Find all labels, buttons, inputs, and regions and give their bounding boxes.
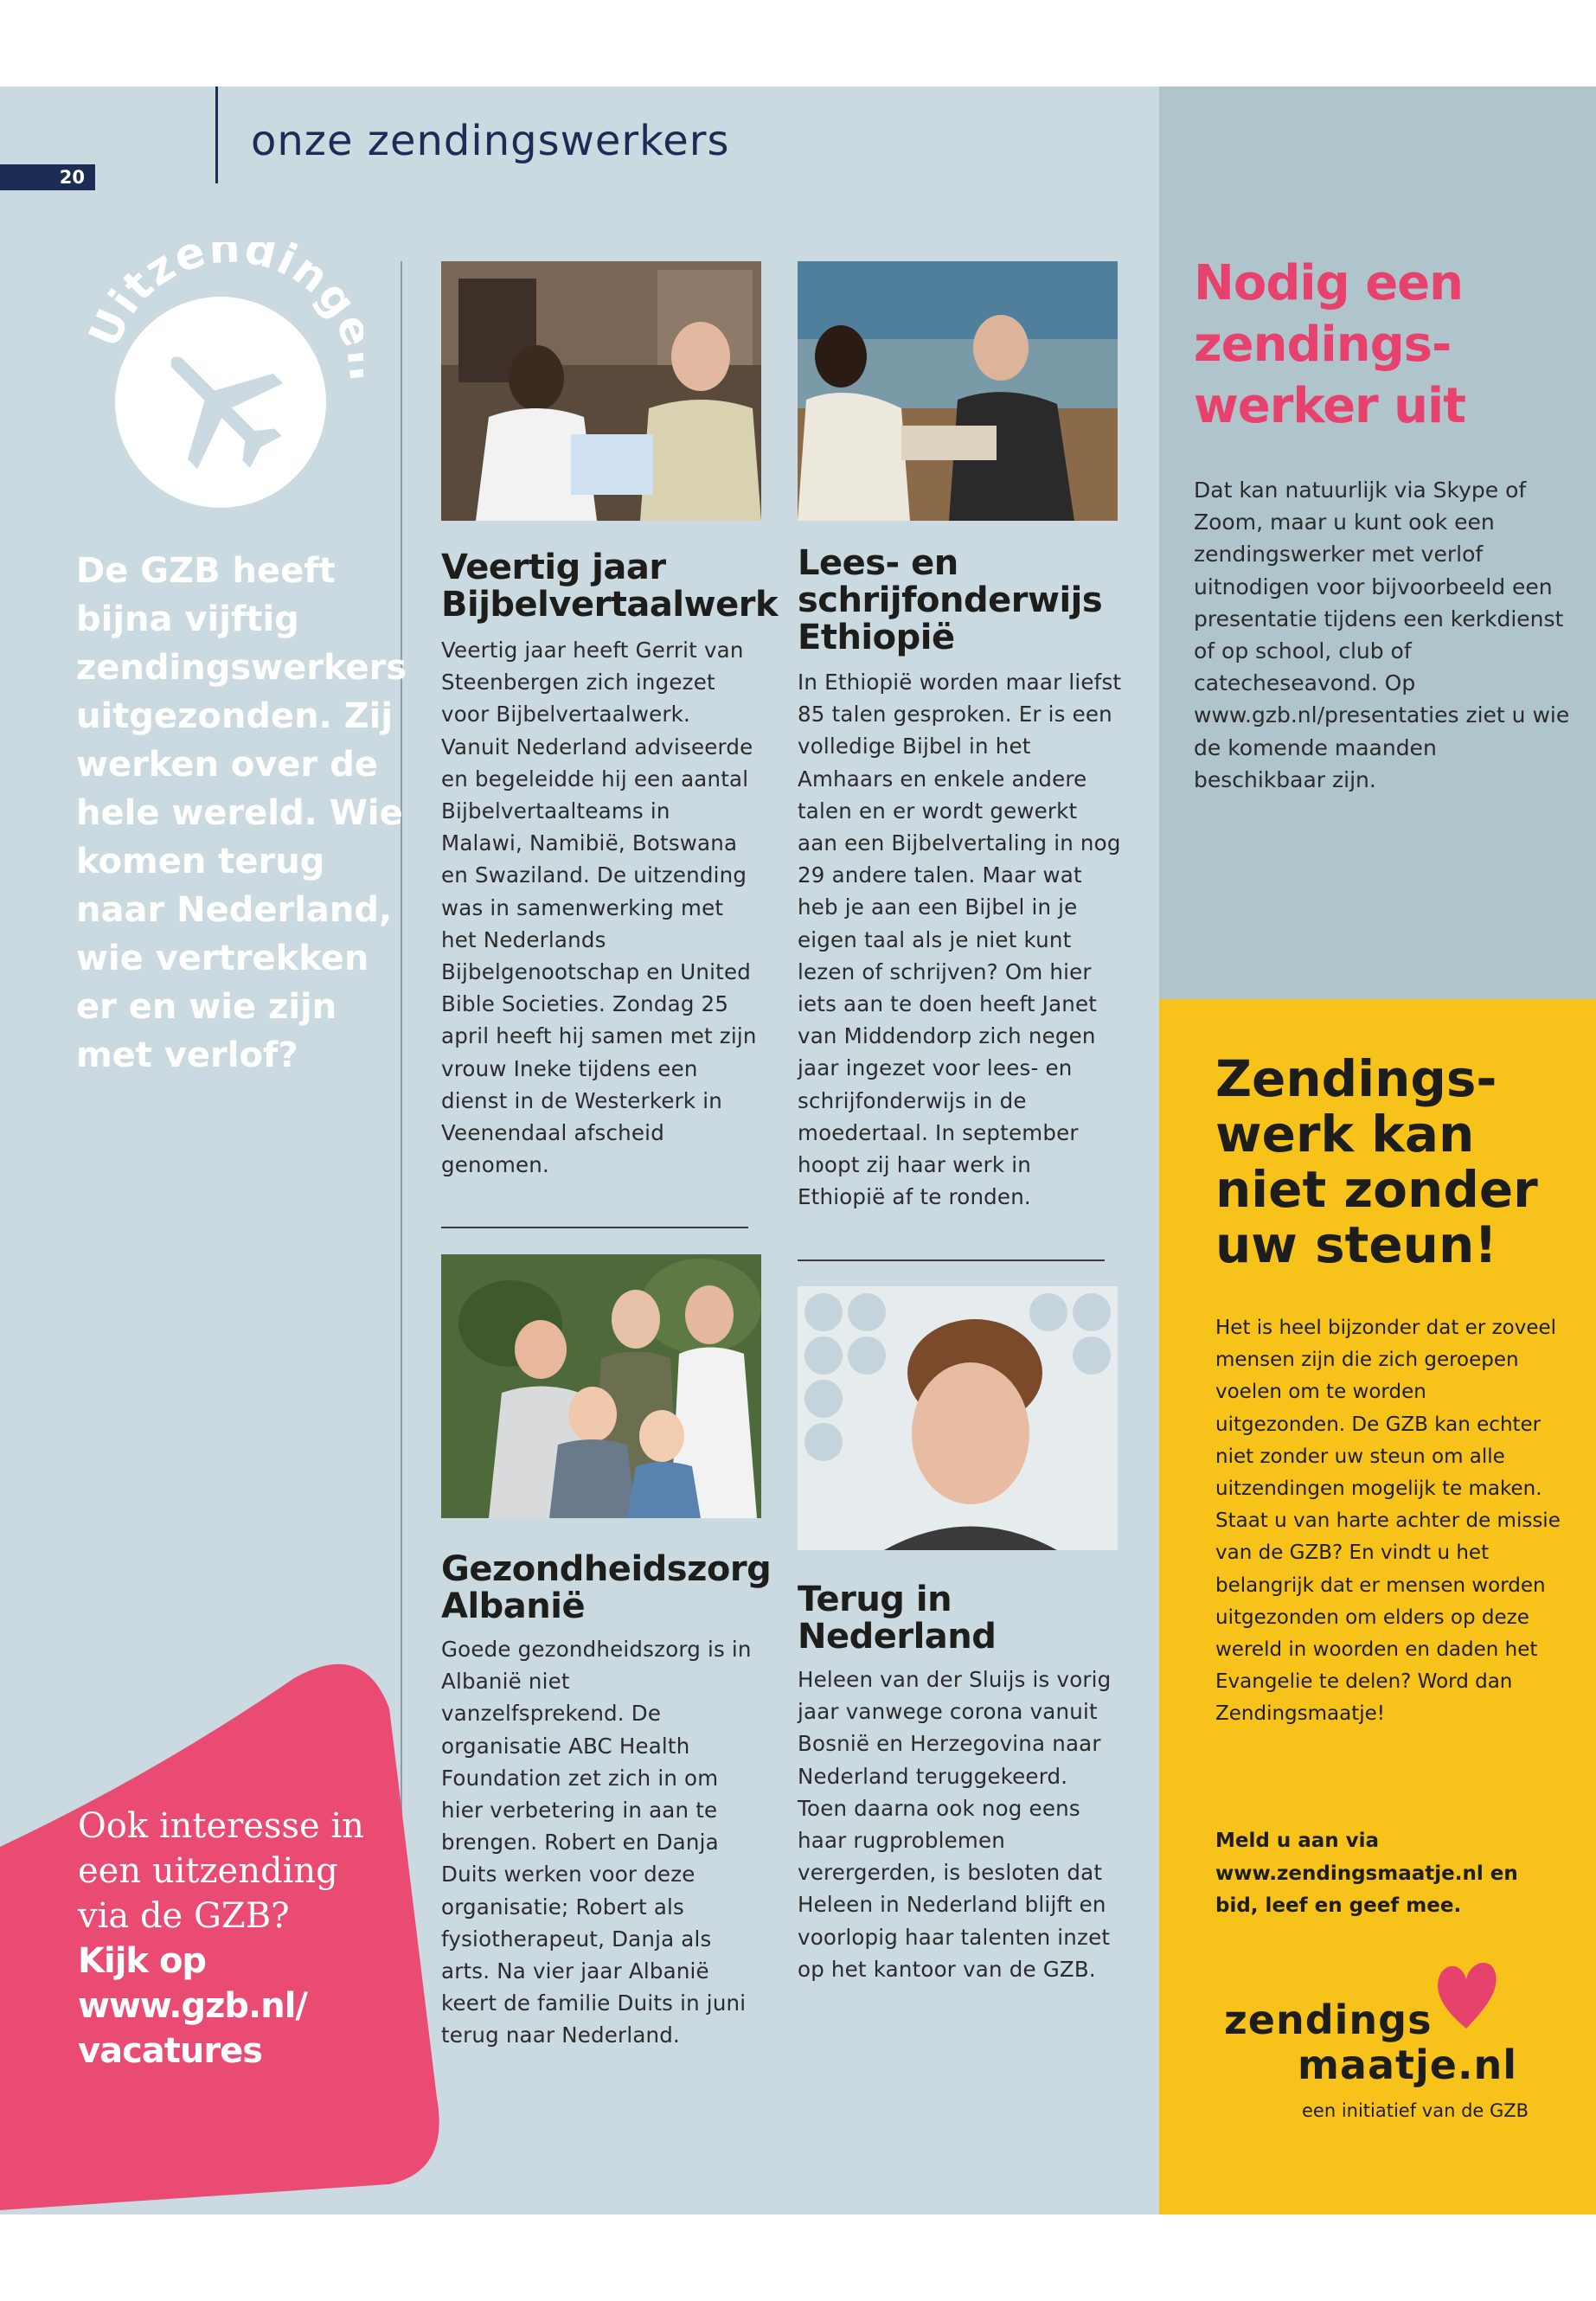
support-title: Zendings-werk kan niet zonder uw steun! (1215, 1049, 1538, 1274)
uitzendingen-badge (87, 242, 363, 522)
article-2-title: Lees- en schrijfonderwijs Ethiopië (798, 543, 1103, 657)
support-cta[interactable]: Meld u aan via www.zendingsmaatje.nl en bid, leef en geef mee. (1215, 1830, 1518, 1917)
vacature-text (78, 1804, 372, 2073)
logo-text-line1: zendings (1224, 1997, 1433, 2043)
article-1-body: Veertig jaar heeft Gerrit van Steenbergen zich ingezet voor Bijbelvertaalwerk. Vanuit Nederland adviseerde en begeleidde hij een aantal Bijbelvertaalteams in Malawi, Namibië, Botswana en Swaziland. De uitzending was in samenwerking met het Nederlands Bijbelgenootschap en United Bible Societies. Zondag 25 april heeft hij samen met zijn vrouw Ineke tijdens een dienst in de Westerkerk in Veenendaal afscheid genomen. (441, 638, 757, 1178)
badge-label: itzending (99, 242, 363, 329)
photo-ethiopie (798, 261, 1118, 521)
badge-graphic (87, 242, 363, 519)
photo-albanie (441, 1254, 761, 1518)
sidebar-body: Dat kan natuurlijk via Skype of Zoom, maar u kunt ook een zendingswerker met verlof uitnodigen voor bijvoorbeeld een presentatie tijdens een kerkdienst of op school, club of catecheseavond. Op www.gzb.nl/presentaties ziet u wie de komende maanden beschikbaar zijn. (1194, 478, 1570, 792)
header-divider (215, 87, 218, 183)
page-number: 20 (0, 164, 95, 190)
article-2-body: In Ethiopië worden maar liefst 85 talen gesproken. Er is een volledige Bijbel in het Amhaars en enkele andere talen en er wordt gewerkt aan een Bijbelvertaling in nog 29 andere talen. Maar wat heb je aan een Bijbel in je eigen taal als je niet kunt lezen of schrijven? Om hier iets aan te doen heeft Janet van Middendorp zich negen jaar ingezet voor lees- en schrijfonderwijs in de moedertaal. In september hoopt zij haar werk in Ethiopië af te ronden. (798, 670, 1122, 1210)
article-3-title: Gezondheidszorg Albanië (441, 1549, 772, 1626)
intro-text: De GZB heeft bijna vijftig zendingswerkers uitgezonden. Zij werken over de hele wereld. Wie komen terug naar Nederland, wie vertrekken er en wie zijn met verlof? (76, 551, 407, 1075)
article-separator (441, 1227, 748, 1228)
section-title: onze zendingswerkers (251, 117, 730, 165)
logo-subtitle: een initiatief van de GZB (1302, 2100, 1529, 2121)
sidebar-title: Nodig een zendings-werker uit (1194, 255, 1465, 434)
article-3-body: Goede gezondheidszorg is in Albanië niet vanzelfsprekend. De organisatie ABC Health Foundation zet zich in om hier verbetering in aan te brengen. Robert en Danja Duits werken voor deze organisatie; Robert als fysiotherapeut, Danja als arts. Na vier jaar Albanië keert de familie Duits in juni terug naar Nederland. (441, 1637, 752, 2048)
article-4-title: Terug in Nederland (798, 1580, 997, 1657)
article-1-title: Veertig jaar Bijbelvertaalwerk (441, 548, 779, 625)
support-body: Het is heel bijzonder dat er zoveel mensen zijn die zich geroepen voelen om te worden uitgezonden. De GZB kan echter niet zonder uw steun om alle uitzendingen mogelijk te maken. Staat u van harte achter de missie van de GZB? En vindt u het belangrijk dat er mensen worden uitgezonden om elders op deze wereld in woorden en daden het Evangelie te delen? Word dan Zendingsmaatje! (1215, 1317, 1561, 1726)
vacature-link-line2[interactable]: www.gzb.nl/ (78, 1986, 308, 2026)
photo-bijbelvertaalwerk (441, 261, 761, 521)
vacature-link-line3[interactable]: vacatures (78, 2031, 263, 2071)
heart-icon (1432, 1955, 1501, 2036)
photo-terug-in-nederland (798, 1286, 1118, 1550)
article-separator (798, 1259, 1105, 1261)
logo-text-line2: maatje.nl (1298, 2041, 1517, 2088)
vacature-question: Ook interesse in een uitzending via de GZB? (78, 1806, 364, 1936)
article-4-body: Heleen van der Sluijs is vorig jaar vanwege corona vanuit Bosnië en Herzegovina naar Nederland teruggekeerd. Toen daarna ook nog eens haar rugproblemen verergerden, is besloten dat Heleen in Nederland blijft en voorlopig haar talenten inzet op het kantoor van de GZB. (798, 1667, 1112, 1982)
vacature-link-line1[interactable]: Kijk op (78, 1941, 207, 1981)
